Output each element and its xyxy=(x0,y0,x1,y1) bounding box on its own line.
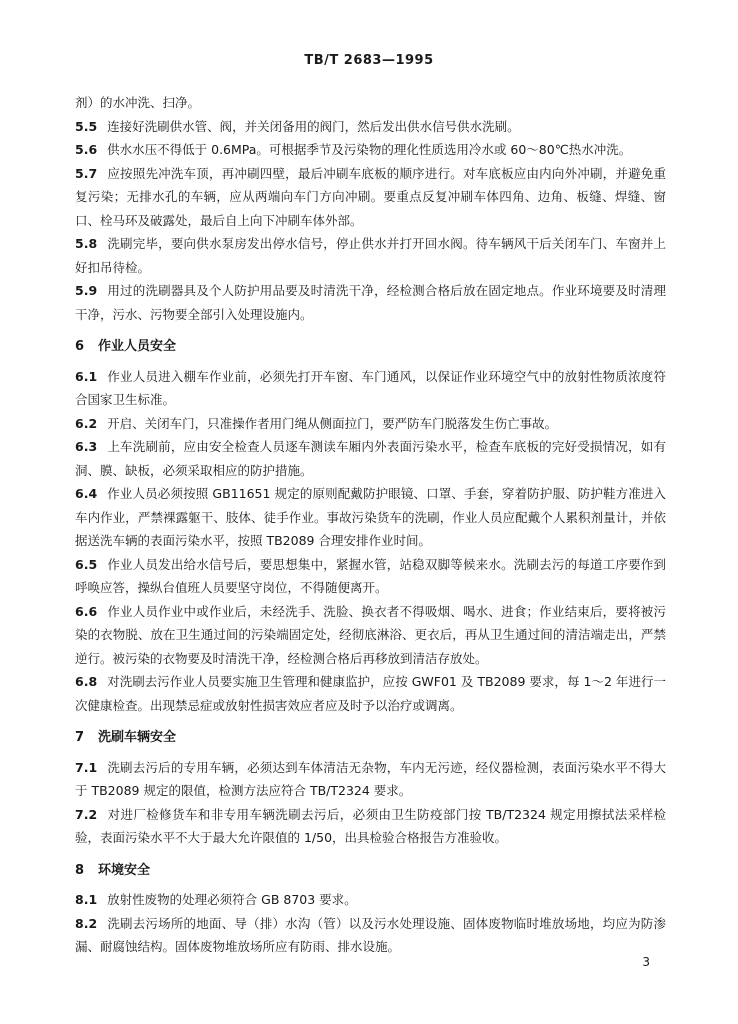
section-heading-7 xyxy=(75,726,666,750)
clause-number: 6.5 xyxy=(75,556,98,572)
clause-text: 供水水压不得低于 0.6MPa。可根据季节及污染物的理化性质选用冷水或 60～80℃热水冲洗。 xyxy=(107,142,632,157)
clause-5-6 xyxy=(75,138,666,162)
clause-6-8 xyxy=(75,670,666,717)
clause-number: 7.2 xyxy=(75,806,98,822)
clause-number: 8.1 xyxy=(75,892,98,907)
clause-number: 6.6 xyxy=(75,603,98,619)
clause-6-3 xyxy=(75,435,666,482)
clause-5-5 xyxy=(75,115,666,139)
clause-text: 连接好洗刷供水管、阀，并关闭备用的阀门，然后发出供水信号供水洗刷。 xyxy=(107,118,520,134)
document-body xyxy=(75,91,666,959)
section-title: 作业人员安全 xyxy=(98,339,177,354)
clause-text: 洗刷去污后的专用车辆，必须达到车体清洁无杂物，车内无污迹，经仪器检测，表面污染水平不得大于 TB2089 规定的限值，检测方法应符合 TB/T2324 要求。 xyxy=(75,759,666,798)
clause-7-1 xyxy=(75,756,666,803)
clause-number: 5.6 xyxy=(75,142,98,157)
clause-text: 作业人员发出给水信号后，要思想集中，紧握水管，站稳双脚等候来水。洗刷去污的每道工序要作到呼唤应答，操纵台值班人员要坚守岗位，不得随便离开。 xyxy=(75,556,666,595)
clause-number: 6.1 xyxy=(75,368,98,384)
clause-text: 作业人员进入棚车作业前，必须先打开车窗、车门通风，以保证作业环境空气中的放射性物质浓度符合国家卫生标准。 xyxy=(75,368,666,407)
section-number: 7 xyxy=(75,730,85,745)
clause-5-7 xyxy=(75,162,666,233)
clause-text: 对洗刷去污作业人员要实施卫生管理和健康监护，应按 GWF01 及 TB2089 要求，每 1～2 年进行一次健康检查。出现禁忌症或放射性损害效应者应及时予以治疗或调离。 xyxy=(75,674,666,713)
document-code-header: TB/T 2683—1995 xyxy=(304,53,434,68)
paragraph-continuation xyxy=(75,91,666,115)
clause-number: 6.3 xyxy=(75,439,98,454)
clause-text: 作业人员作业中或作业后，未经洗手、洗脸、换衣者不得吸烟、喝水、进食；作业结束后，要将被污染的衣物脱、放在卫生通过间的污染端固定处，经彻底淋浴、更衣后，再从卫生通过间的清洁端走出，严禁逆行。被污染的衣物要及时清洗干净，经检测合格后再移放到清洁存放处。 xyxy=(75,603,666,666)
clause-number: 5.5 xyxy=(75,118,98,134)
clause-number: 6.4 xyxy=(75,486,98,501)
clause-number: 5.9 xyxy=(75,283,98,298)
clause-6-6 xyxy=(75,600,666,671)
clause-text: 上车洗刷前，应由安全检查人员逐车测读车厢内外表面污染水平，检查车底板的完好受损情况，如有洞、膜、缺板，必须采取相应的防护措施。 xyxy=(75,439,666,478)
clause-number: 6.8 xyxy=(75,674,98,689)
paragraph-text: 剂）的水冲洗、扫净。 xyxy=(75,95,201,110)
clause-text: 作业人员必须按照 GB11651 规定的原则配戴防护眼镜、口罩、手套，穿着防护服、防护鞋方准进入车内作业，严禁裸露躯干、肢体、徒手作业。事故污染货车的洗刷，作业人员应配戴个人累积剂量计，并依据送洗车辆的表面污染水平，按照 TB2089 合理安排作业时间。 xyxy=(75,486,666,548)
clause-text: 放射性废物的处理必须符合 GB 8703 要求。 xyxy=(107,892,357,907)
section-title: 洗刷车辆安全 xyxy=(98,730,177,745)
clause-text: 对进厂检修货车和非专用车辆洗刷去污后，必须由卫生防疫部门按 TB/T2324 规定用擦拭法采样检验，表面污染水平不大于最大允许限值的 1/50，出具检验合格报告方准验收。 xyxy=(75,806,666,845)
clause-text: 用过的洗刷器具及个人防护用品要及时清洗干净，经检测合格后放在固定地点。作业环境要及时清理干净，污水、污物要全部引入处理设施内。 xyxy=(75,283,666,322)
clause-text: 开启、关闭车门，只准操作者用门绳从侧面拉门，要严防车门脱落发生伤亡事故。 xyxy=(107,415,558,431)
clause-text: 洗刷去污场所的地面、导（排）水沟（管）以及污水处理设施、固体废物临时堆放场地，均应为防渗漏、耐腐蚀结构。固体废物堆放场所应有防雨、排水设施。 xyxy=(75,915,666,954)
section-number: 8 xyxy=(75,862,85,878)
clause-6-5 xyxy=(75,553,666,600)
clause-text: 洗刷完毕，要向供水泵房发出停水信号，停止供水并打开回水阀。待车辆风干后关闭车门、车窗并上好扣吊待检。 xyxy=(75,236,666,275)
clause-number: 8.2 xyxy=(75,915,98,931)
clause-8-1 xyxy=(75,888,666,912)
section-title: 环境安全 xyxy=(98,862,151,878)
clause-5-9 xyxy=(75,279,666,326)
section-number: 6 xyxy=(75,339,85,354)
clause-8-2 xyxy=(75,912,666,959)
clause-number: 7.1 xyxy=(75,759,98,775)
clause-number: 5.8 xyxy=(75,236,98,251)
clause-6-2 xyxy=(75,412,666,436)
section-heading-6 xyxy=(75,335,666,359)
clause-number: 5.7 xyxy=(75,165,98,181)
page-number: 3 xyxy=(642,955,650,969)
clause-text: 应按照先冲洗车顶，再冲刷四壁，最后冲刷车底板的顺序进行。对车底板应由内向外冲刷，并避免重复污染；无排水孔的车辆，应从两端向车门方向冲刷。要重点反复冲刷车体四角、边角、板缝、焊缝、窗口、栓马环及破露处，最后自上向下冲刷车体外部。 xyxy=(75,165,666,228)
section-heading-8 xyxy=(75,859,666,883)
clause-number: 6.2 xyxy=(75,415,98,431)
clause-5-8 xyxy=(75,232,666,279)
clause-6-4 xyxy=(75,482,666,553)
clause-7-2 xyxy=(75,803,666,850)
clause-6-1 xyxy=(75,365,666,412)
